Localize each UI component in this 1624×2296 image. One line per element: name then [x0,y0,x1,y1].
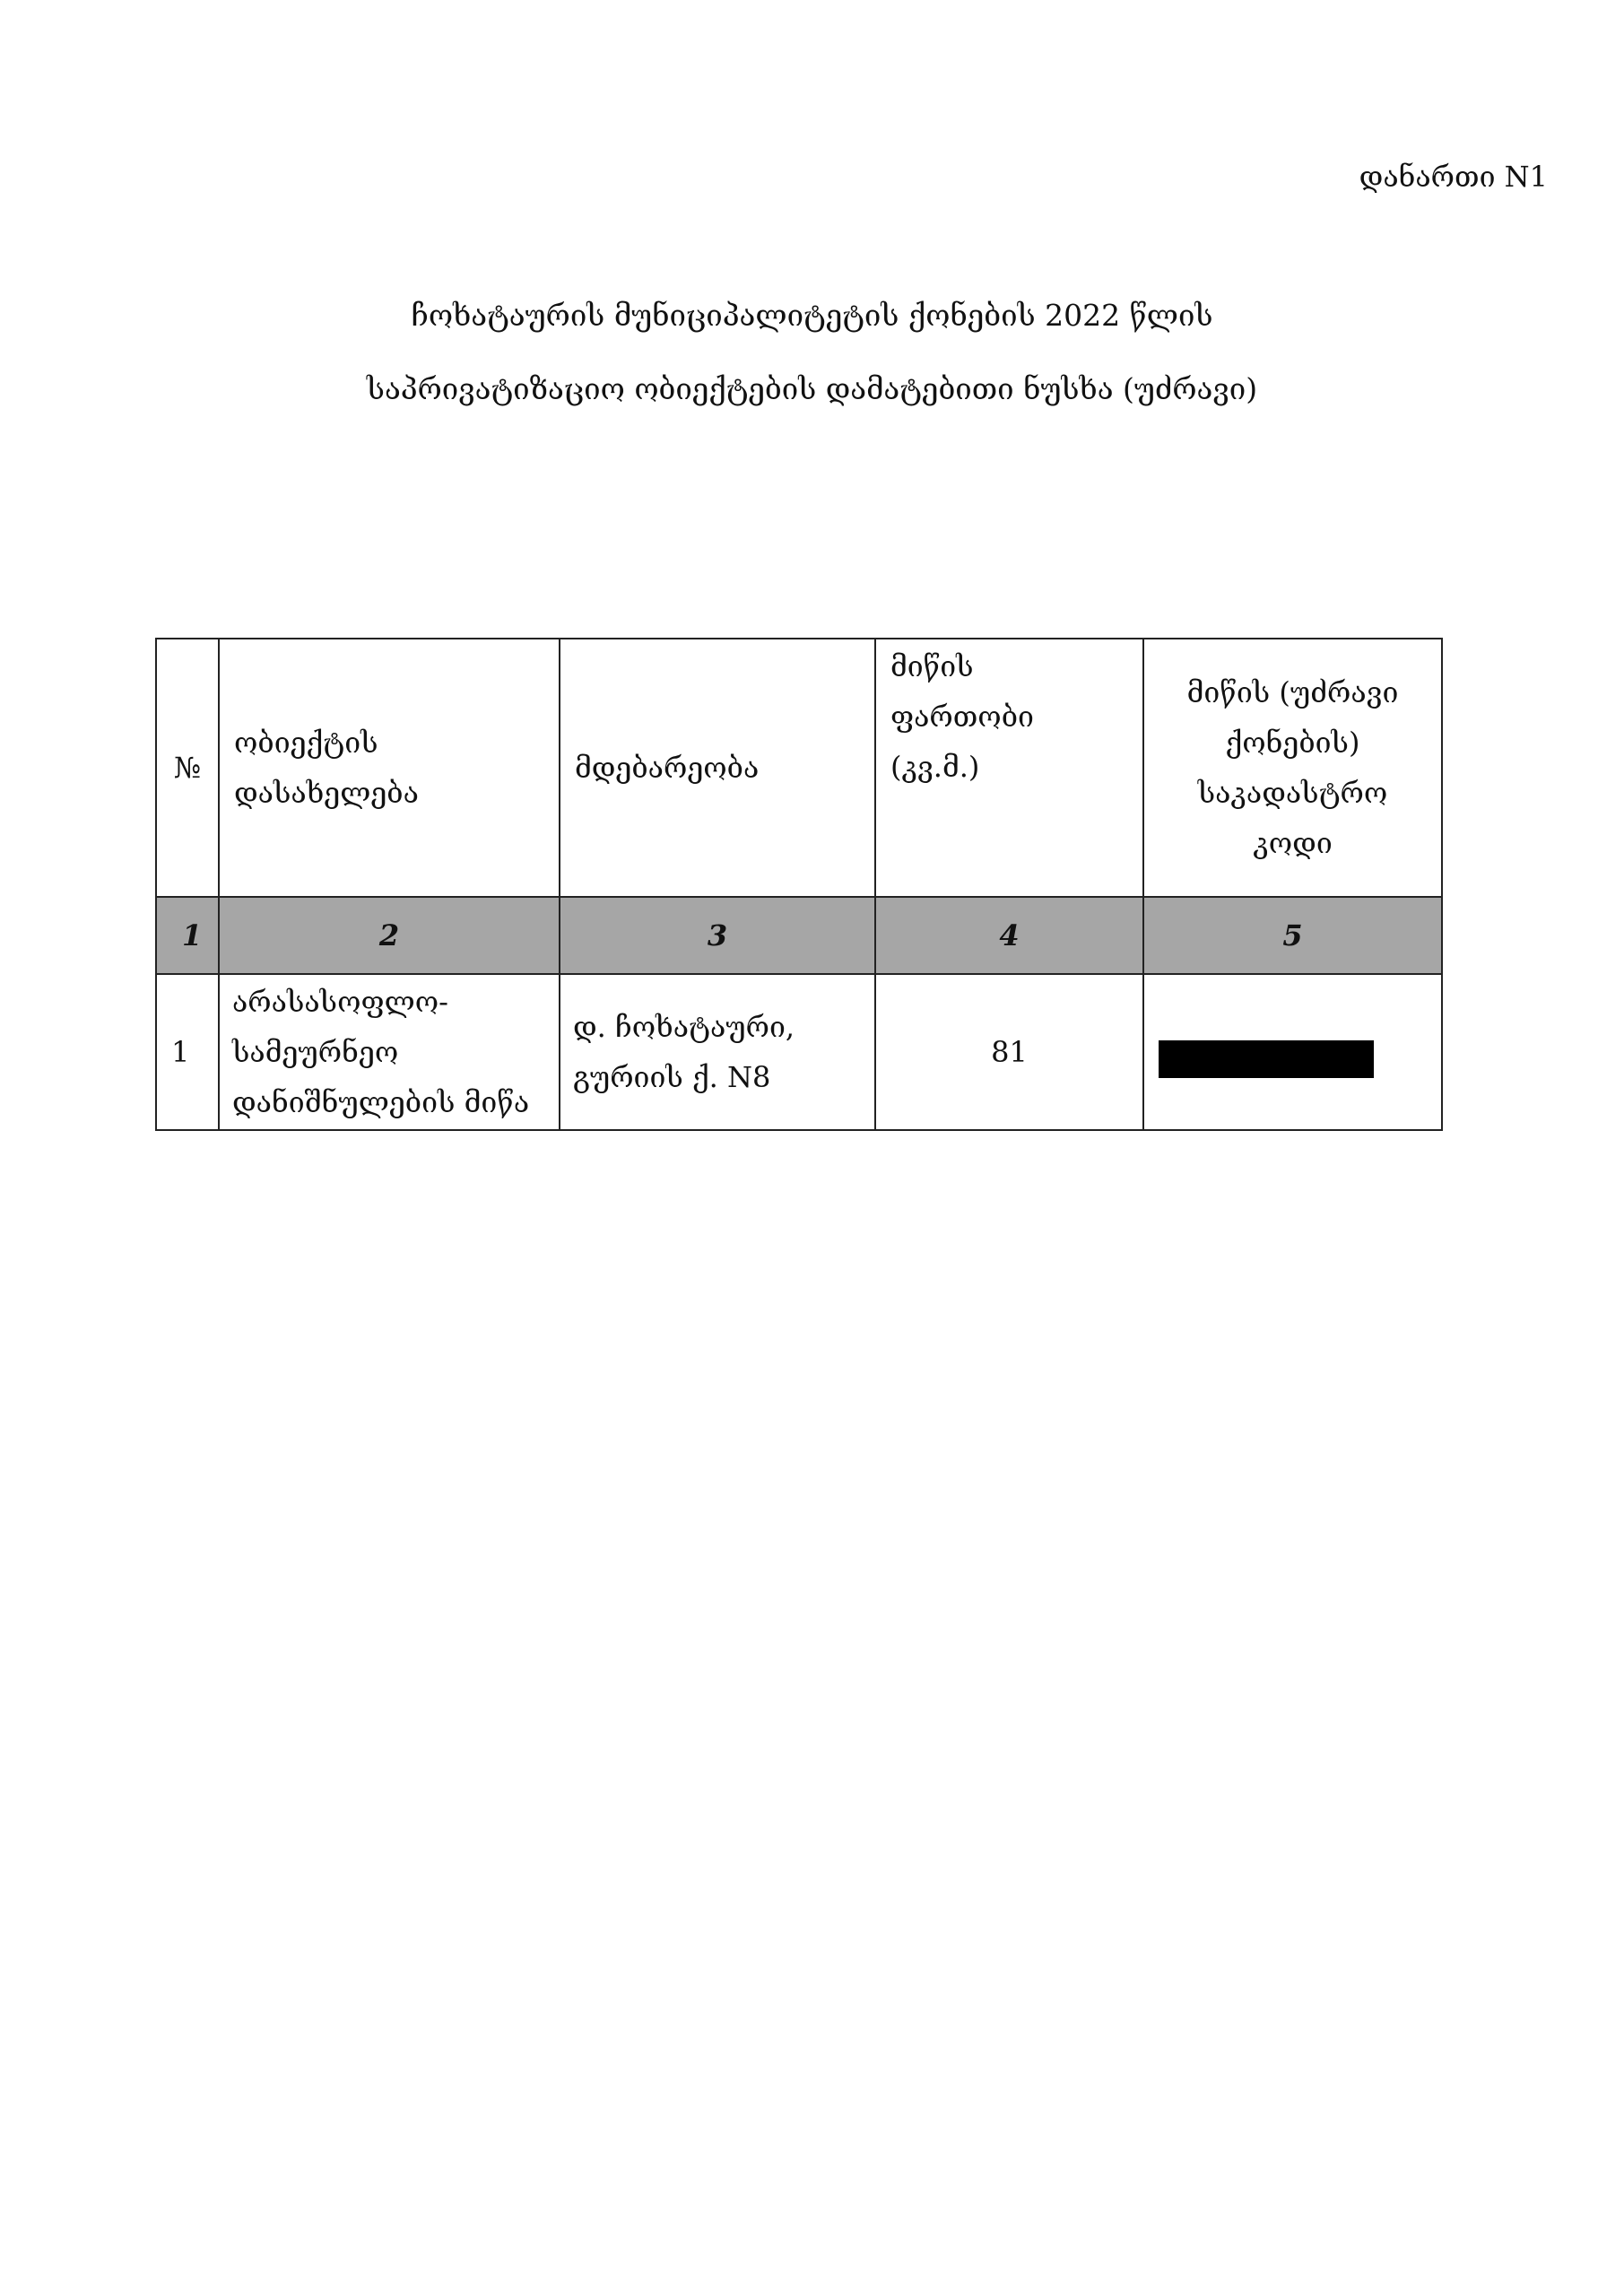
row-area: 81 [875,974,1143,1130]
header-object-name-line: დასახელება [234,776,419,810]
column-index: 1 [156,897,219,974]
row-location-line: გურიის ქ. N8 [573,1060,771,1094]
header-cadastral-line: ქონების) [1225,726,1360,760]
row-cadastral-code [1143,974,1442,1130]
row-object-name-line: სამეურნეო [232,1035,399,1069]
header-location: მდებარეობა [560,639,875,897]
header-cadastral-line: საკადასტრო [1197,776,1388,810]
row-object-name-line: არასასოფლო- [232,985,448,1019]
table-header-row [156,639,1442,897]
document-title-line-1: ჩოხატაურის მუნიციპალიტეტის ქონების 2022 წლის [411,298,1213,333]
row-location [560,974,875,1130]
column-index: 2 [219,897,560,974]
redaction-bar [1159,1040,1374,1078]
annex-label: დანართი N1 [1359,160,1548,194]
header-object-name-line: ობიექტის [234,726,378,760]
header-area [875,639,1143,897]
table-row [156,974,1442,1130]
header-area-line: ფართობი [890,700,1034,734]
column-index: 5 [1143,897,1442,974]
row-number: 1 [156,974,219,1130]
header-cadastral-line: მიწის (უძრავი [1186,675,1399,709]
row-object-name-line: დანიშნულების მიწა [232,1085,530,1119]
header-number: № [156,639,219,897]
column-index: 4 [875,897,1143,974]
column-index-row [156,897,1442,974]
column-index: 3 [560,897,875,974]
row-location-line: დ. ჩოხატაური, [573,1010,795,1044]
header-cadastral-line: კოდი [1253,826,1333,860]
document-title-line-2: საპრივატიზაციო ობიექტების დამატებითი ნუსხა (უძრავი) [366,371,1258,406]
row-object-name [219,974,560,1130]
header-area-line: (კვ.მ.) [890,750,980,784]
header-cadastral-code [1143,639,1442,897]
header-object-name [219,639,560,897]
privatization-objects-table [155,638,1443,1131]
header-area-line: მიწის [890,649,974,683]
